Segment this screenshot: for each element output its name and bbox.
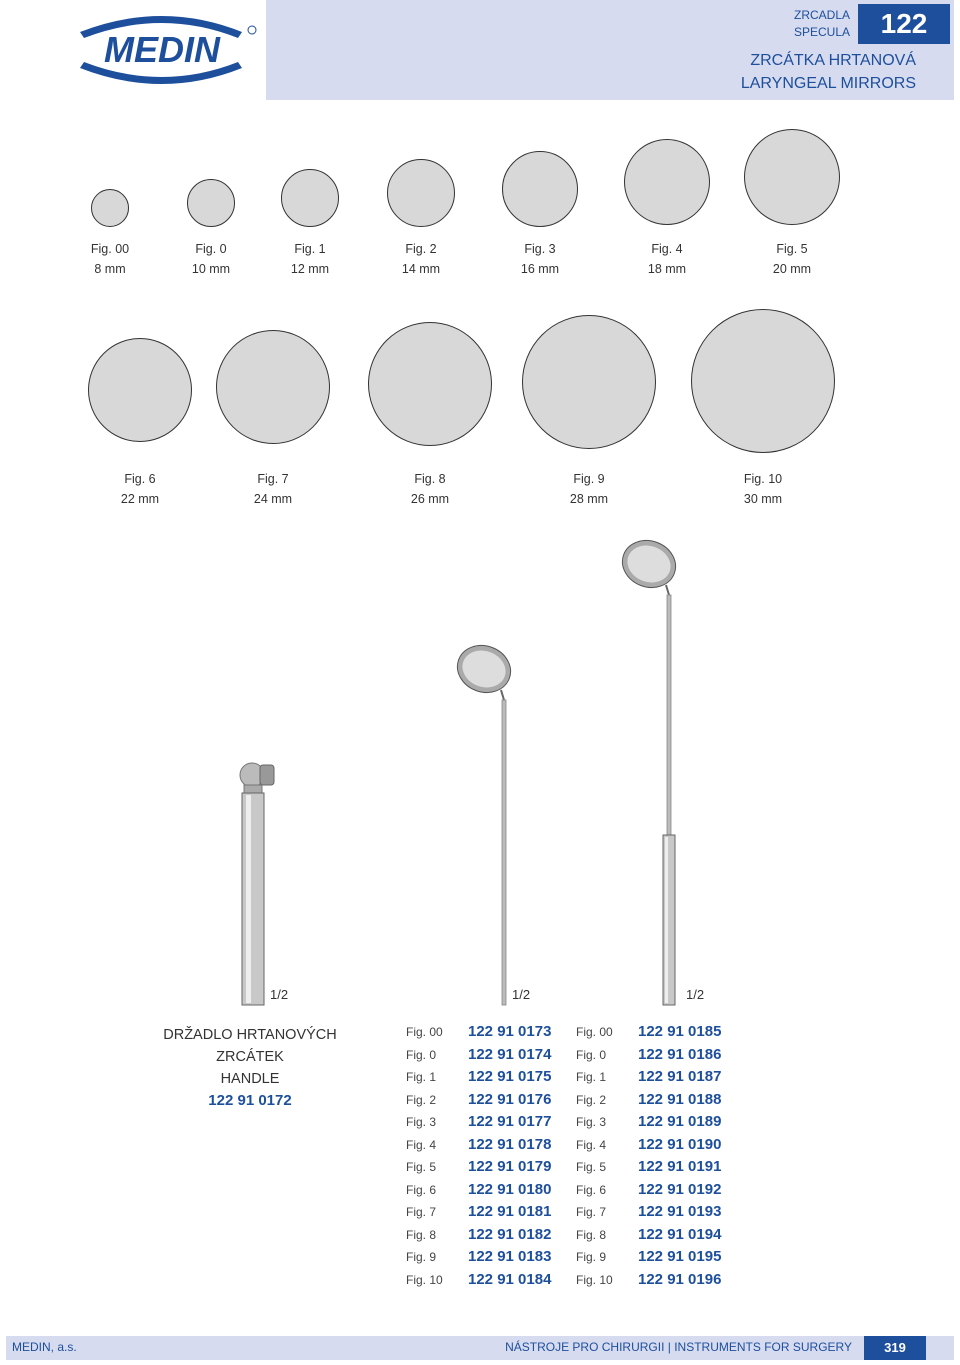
table-fig-cell: Fig. 3 [406,1115,437,1129]
table-fig-cell: Fig. 6 [576,1182,607,1197]
table-fig-cell: Fig. 1 [576,1070,607,1084]
mirror-fig: Fig. 3 [524,242,556,256]
table-code-cell: 122 91 0176 [468,1090,552,1108]
table-fig-cell: Fig. 8 [576,1227,607,1242]
row2-mirror-circle [88,338,192,442]
table-code-cell: 122 91 0178 [468,1135,552,1153]
row1-mirror-label [60,239,160,279]
mirror-size: 28 mm [569,492,609,506]
table-code-cell: 122 91 0183 [468,1248,552,1265]
mirror-fig: Fig. 2 [405,242,437,256]
table-1-code-column [468,1021,551,1291]
table-code-cell: 122 91 0180 [468,1180,552,1198]
mirror-size: 30 mm [743,492,783,506]
row1-mirror-circle [387,159,455,227]
table-code-cell: 122 91 0182 [468,1225,552,1243]
table-fig-cell: Fig. 5 [406,1160,437,1174]
row1-mirror-label [260,239,360,279]
row2-mirror-circle [691,309,835,453]
table-fig-cell: Fig. 1 [406,1070,437,1084]
table-code-cell: 122 91 0184 [468,1270,552,1288]
table-fig-cell: Fig. 9 [576,1250,607,1264]
row1-mirror-label [161,239,261,279]
page-number: 319 [864,1336,926,1360]
footer-company: MEDIN, a.s. [12,1340,77,1354]
mirror-size: 24 mm [253,492,293,506]
row1-mirror-label [371,239,471,279]
mirror-size: 16 mm [520,262,560,276]
table-code-cell: 122 91 0175 [468,1068,552,1085]
table-code-cell: 122 91 0192 [638,1180,722,1198]
table-fig-cell: Fig. 3 [576,1115,607,1129]
mirror-fig: Fig. 10 [743,472,783,486]
row1-mirror-circle [744,129,840,225]
mirror-size: 26 mm [410,492,450,506]
table-code-cell: 122 91 0177 [468,1113,552,1130]
table-code-cell: 122 91 0194 [638,1225,722,1243]
row1-mirror-circle [624,139,710,225]
table-fig-cell: Fig. 8 [406,1227,437,1242]
row1-mirror-label [490,239,590,279]
handle-title-en: HANDLE [220,1071,280,1087]
table-code-cell: 122 91 0181 [468,1203,552,1220]
row1-mirror-label [617,239,717,279]
row1-mirror-circle [281,169,339,227]
mirror-fig: Fig. 0 [195,242,227,256]
table-fig-cell: Fig. 4 [576,1137,607,1152]
category-number: 122 [858,4,950,44]
table-code-cell: 122 91 0189 [638,1113,722,1130]
table-code-cell: 122 91 0191 [638,1158,722,1175]
mirror-fig: Fig. 6 [124,472,156,486]
handle-title-cz: DRŽADLO HRTANOVÝCH ZRCÁTEK [163,1027,337,1065]
row2-mirror-circle [216,330,330,444]
mirror-fig: Fig. 00 [90,242,130,256]
table-code-cell: 122 91 0193 [638,1203,722,1220]
table-fig-cell: Fig. 9 [406,1250,437,1264]
mirror-fig: Fig. 7 [257,472,289,486]
table-code-cell: 122 91 0190 [638,1135,722,1153]
mirror-fig: Fig. 1 [294,242,326,256]
table-code-cell: 122 91 0185 [638,1023,722,1040]
table-code-cell: 122 91 0179 [468,1158,552,1175]
row2-mirror-circle [368,322,492,446]
mirror-fig: Fig. 9 [573,472,605,486]
table-fig-cell: Fig. 10 [576,1272,613,1287]
mirror-size: 12 mm [290,262,330,276]
handle-code: 122 91 0172 [208,1092,292,1109]
mirror-fig: Fig. 8 [414,472,446,486]
mirror-size: 14 mm [401,262,441,276]
table-code-cell: 122 91 0196 [638,1270,722,1288]
mirror-size: 18 mm [647,262,687,276]
title-cz: ZRCÁTKA HRTANOVÁ [750,52,916,69]
brand-text: MEDIN [104,29,220,70]
table-2-code-column [638,1021,721,1291]
table-fig-cell: Fig. 2 [406,1092,437,1107]
handle-illustration [230,755,280,1010]
mirror-fig: Fig. 4 [651,242,683,256]
footer-section: NÁSTROJE PRO CHIRURGII | INSTRUMENTS FOR SURGERY [505,1340,852,1354]
row1-mirror-circle [187,179,235,227]
row2-mirror-circle [522,315,656,449]
row2-mirror-label [90,469,190,509]
table-fig-cell: Fig. 0 [406,1047,437,1062]
mirror-size: 22 mm [120,492,160,506]
row1-mirror-circle [502,151,578,227]
category-en: SPECULA [793,25,850,39]
table-fig-cell: Fig. 6 [406,1182,437,1197]
table-code-cell: 122 91 0174 [468,1045,552,1063]
scale-label-short-mirror: 1/2 [512,987,531,1002]
row1-mirror-label [742,239,842,279]
mirror-short-illustration [455,640,520,1010]
table-code-cell: 122 91 0173 [468,1023,552,1040]
table-fig-cell: Fig. 00 [406,1025,443,1039]
row2-mirror-label [539,469,639,509]
mirror-long-illustration [620,535,690,1010]
mirror-size: 20 mm [772,262,812,276]
mirror-fig: Fig. 5 [776,242,808,256]
medin-logo [62,4,262,92]
row2-mirror-label [380,469,480,509]
row1-mirror-circle [91,189,129,227]
table-code-cell: 122 91 0186 [638,1045,722,1063]
scale-label-handle: 1/2 [270,987,289,1002]
table-1-fig-column [406,1021,443,1291]
table-fig-cell: Fig. 7 [406,1205,437,1219]
table-fig-cell: Fig. 10 [406,1272,443,1287]
table-2-fig-column [576,1021,613,1291]
scale-label-long-mirror: 1/2 [686,987,705,1002]
table-code-cell: 122 91 0187 [638,1068,722,1085]
table-fig-cell: Fig. 0 [576,1047,607,1062]
table-code-cell: 122 91 0195 [638,1248,722,1265]
table-fig-cell: Fig. 7 [576,1205,607,1219]
table-fig-cell: Fig. 2 [576,1092,607,1107]
row2-mirror-label [223,469,323,509]
table-fig-cell: Fig. 00 [576,1025,613,1039]
table-code-cell: 122 91 0188 [638,1090,722,1108]
handle-description [150,1024,350,1112]
row2-mirror-label [713,469,813,509]
title-en: LARYNGEAL MIRRORS [740,75,916,92]
category-cz: ZRCADLA [793,8,850,22]
mirror-size: 10 mm [191,262,231,276]
mirror-size: 8 mm [94,262,126,276]
table-fig-cell: Fig. 5 [576,1160,607,1174]
table-fig-cell: Fig. 4 [406,1137,437,1152]
